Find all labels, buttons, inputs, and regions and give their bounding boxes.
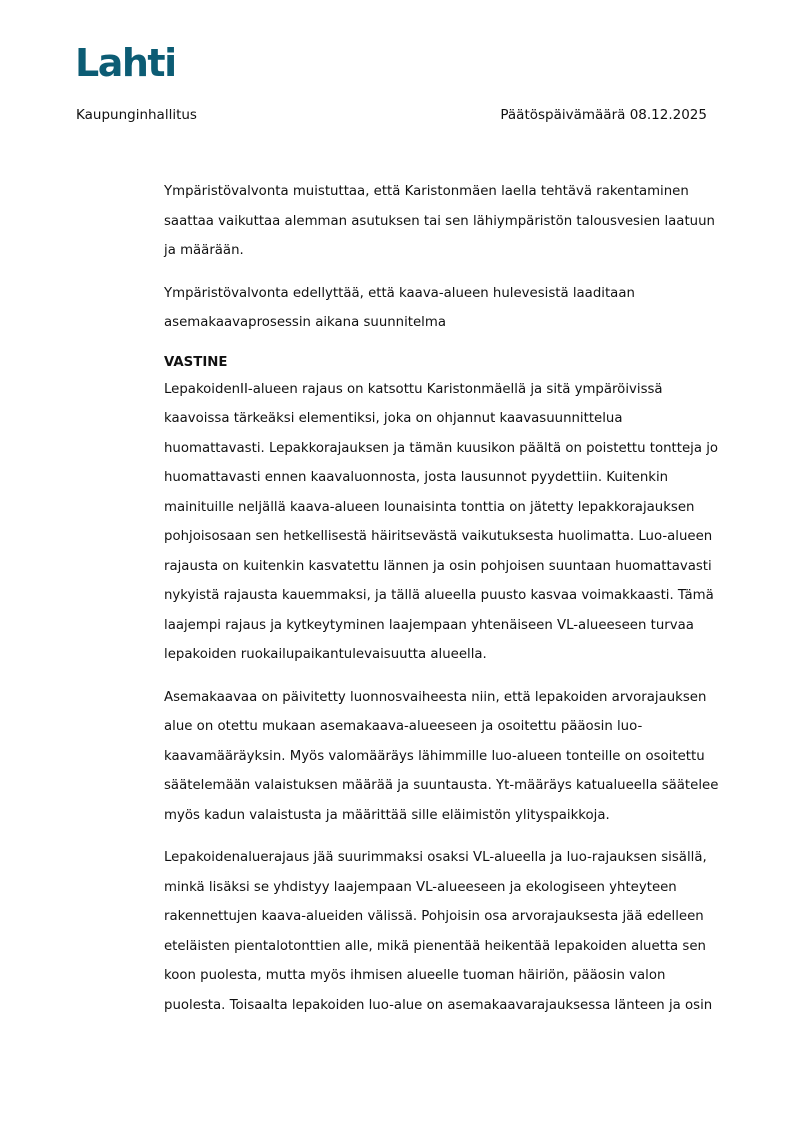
paragraph-5: Lepakoidenaluerajaus jää suurimmaksi osaksi VL-alueella ja luo-rajauksen sisällä, minkä lisäksi se yhdistyy laajempaan VL-alueeseen ja ekologiseen yhteyteen rakennettujen kaava-alueiden välissä. Pohjoisin osa arvorajauksesta jää edelleen eteläisten pientalotonttien alle, mikä pienentää heikentää lepakoiden aluetta sen koon puolesta, mutta myös ihmisen alueelle tuoman häiriön, pääosin valon puolesta. Toisaalta lepakoiden luo-alue on asemakaavarajauksessa länteen ja osin: [164, 850, 713, 1013]
lahti-logo: Lahti: [75, 41, 176, 85]
section-heading: VASTINE: [164, 354, 228, 370]
paragraph-2: Ympäristövalvonta edellyttää, että kaava-alueen hulevesistä laaditaan asemakaavaprosessin aikana suunnitelma: [164, 285, 635, 330]
paragraph-1: Ympäristövalvonta muistuttaa, että Karistonmäen laella tehtävä rakentaminen saattaa vaikuttaa alemman asutuksen tai sen lähiympäristön talousvesien laatuun ja määrään.: [164, 184, 715, 258]
paragraph-3: LepakoidenII-alueen rajaus on katsottu Karistonmäellä ja sitä ympäröivissä kaavoissa tärkeäksi elementiksi, joka on ohjannut kaavasuunnittelua huomattavasti. Lepakkorajauksen ja tämän kuusikon päältä on poistettu tontteja jo huomattavasti ennen kaavaluonnosta, josta lausunnot pyydettiin. Kuitenkin mainituille neljällä kaava-alueen lounaisinta tonttia on jätetty lepakkorajauksen pohjoisosaan sen hetkellisestä häiritsevästä vaikutuksesta huolimatta. Luo-alueen rajausta on kuitenkin kasvatettu lännen ja osin pohjoisen suuntaan huomattavasti nykyistä rajausta kauemmaksi, ja tällä alueella puusto kasvaa voimakkaasti. Tämä laajempi rajaus ja kytkeytyminen laajempaan yhtenäiseen VL-alueeseen turvaa lepakoiden ruokailupaikantulevaisuutta alueella.: [164, 381, 719, 662]
decision-date: Päätöspäivämäärä 08.12.2025: [500, 107, 707, 123]
document-body: [164, 177, 724, 1033]
paragraph-4: Asemakaavaa on päivitetty luonnosvaiheesta niin, että lepakoiden arvorajauksen alue on otettu mukaan asemakaava-alueeseen ja osoitettu pääosin luo-kaavamääräyksin. Myös valomääräys lähimmille luo-alueen tonteille on osoitettu säätelemään valaistuksen määrää ja suuntausta. Yt-määräys katualueella säätelee myös kadun valaistusta ja määrittää sille eläimistön ylityspaikkoja.: [164, 689, 719, 823]
department-label: Kaupunginhallitus: [76, 107, 197, 123]
